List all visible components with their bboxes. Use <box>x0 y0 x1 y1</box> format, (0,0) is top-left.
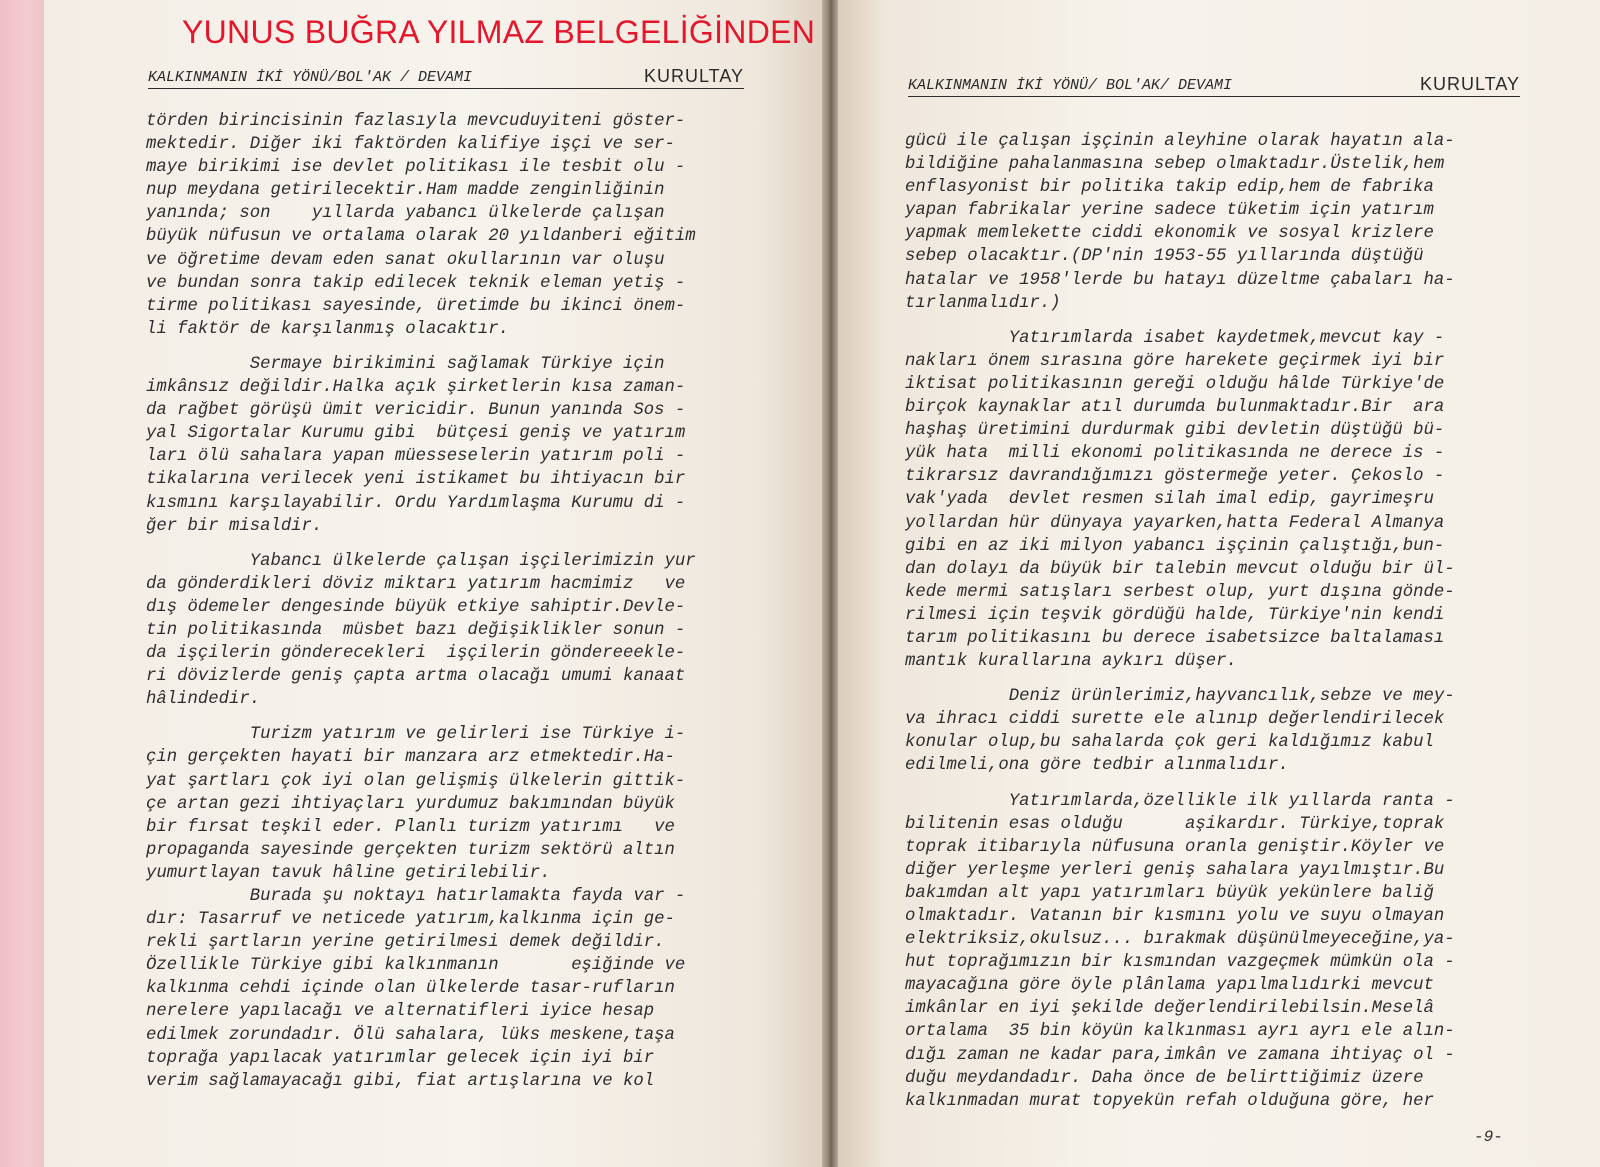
text-line: Deniz ürünlerimiz,hayvancılık,sebze ve mey- <box>905 687 1455 707</box>
left-page-text <box>146 110 761 1105</box>
text-line: nup meydana getirilecektir.Ham madde zenginliğinin <box>146 181 665 201</box>
right-page-header <box>908 72 1520 97</box>
text-line: yük hata milli ekonomi politikasında ne derece is - <box>905 444 1445 464</box>
text-line: da gönderdikleri döviz miktarı yatırım hacmimiz ve <box>146 574 686 594</box>
left-header-publication: KURULTAY <box>643 66 744 86</box>
right-header-title: KALKINMANIN İKİ YÖNÜ/ BOL'AK/ DEVAMI <box>908 77 1233 94</box>
book-spine <box>822 0 838 1167</box>
text-line: gücü ile çalışan işçinin aleyhine olarak hayatın ala- <box>905 132 1455 151</box>
text-line: tarım politikasını bu derece isabetsizce baltalaması <box>905 628 1445 648</box>
text-line: kalkınmadan murat topyekün refah olduğuna göre, her <box>905 1091 1434 1111</box>
paragraph <box>146 110 761 341</box>
text-line: verim sağlamayacağı gibi, fiat artışlarına ve kol <box>146 1071 655 1091</box>
text-line: hatalar ve 1958'lerde bu hatayı düzeltme çabaları ha- <box>905 270 1455 290</box>
text-line: törden birincisinin fazlasıyla mevcuduyiteni göster- <box>146 112 686 131</box>
text-line: mayacağına göre öyle plânlama yapılmalıdırki mevcut <box>905 976 1434 996</box>
text-line: dığı zaman ne kadar para,imkân ve zamana ihtiyaç ol - <box>905 1045 1455 1065</box>
text-line: yat şartları çok iyi olan gelişmiş ülkelerin gittik- <box>146 771 686 791</box>
left-header-title: KALKINMANIN İKİ YÖNÜ/BOL'AK / DEVAMI <box>148 69 473 86</box>
text-line: bilitenin esas olduğu aşikardır. Türkiye,toprak <box>905 814 1445 834</box>
paragraph <box>905 327 1535 673</box>
text-line: li faktör de karşılanmış olacaktır. <box>146 319 509 339</box>
text-line: konular olup,bu sahalarda çok geri kaldığımız kabul <box>905 733 1434 753</box>
text-line: ortalama 35 bin köyün kalkınması ayrı ayrı ele alın- <box>905 1022 1455 1042</box>
text-line: da işçilerin gönderecekleri işçilerin göndereeekle- <box>146 644 686 664</box>
text-line: propaganda sayesinde gerçekten turizm sektörü altın <box>146 840 675 860</box>
text-line: Turizm yatırım ve gelirleri ise Türkiye i- <box>146 725 686 745</box>
text-line: da rağbet görüşü ümit vericidir. Bunun yanında Sos - <box>146 401 686 421</box>
text-line: bildiğine pahalanmasına sebep olmaktadır.Üstelik,hem <box>905 155 1445 175</box>
paragraph <box>905 130 1535 315</box>
text-line: ri dövizlerde geniş çapta artma olacağı umumi kanaat <box>146 667 686 687</box>
text-line: dan dolayı da büyük bir talebin mevcut olduğu bir ül- <box>905 559 1455 579</box>
text-line: Yabancı ülkelerde çalışan işçilerimizin yur <box>146 551 696 571</box>
text-line: enflasyonist bir politika takip edip,hem de fabrika <box>905 178 1434 198</box>
text-line: büyük nüfusun ve ortalama olarak 20 yıldanberi eğitim <box>146 227 696 247</box>
text-line: kalkınma cehdi içinde olan ülkelerde tasar-rufların <box>146 979 675 999</box>
text-line: toprak itibarıyla nüfusuna oranla geniştir.Köyler ve <box>905 837 1445 857</box>
text-line: bir fırsat teşkil eder. Planlı turizm yatırımı ve <box>146 817 675 837</box>
text-line: Sermaye birikimini sağlamak Türkiye için <box>146 354 665 374</box>
page-number: -9- <box>1474 1128 1503 1146</box>
text-line: toprağa yapılacak yatırımlar gelecek için iyi bir <box>146 1048 655 1068</box>
text-line: iktisat politikasının gereği olduğu hâlde Türkiye'de <box>905 374 1445 394</box>
text-line: mantık kurallarına aykırı düşer. <box>905 652 1237 672</box>
text-line: maye birikimi ise devlet politikası ile tesbit olu - <box>146 158 686 178</box>
text-line: tikrarsız davrandığımızı göstermeğe yeter. Çekoslo - <box>905 467 1445 487</box>
text-line: rekli şartların yerine getirilmesi demek değildir. <box>146 933 665 953</box>
paragraph <box>146 353 761 538</box>
text-line: gibi en az iki milyon yabancı işçinin çalıştığı,bun- <box>905 536 1445 556</box>
paragraph <box>905 790 1535 1113</box>
text-line: hut toprağımızın bir kısmından vazgeçmek mümkün ola - <box>905 953 1455 973</box>
text-line: va ihracı ciddi surette ele alınıp değerlendirilecek <box>905 710 1445 730</box>
text-line: tin politikasında müsbet bazı değişiklikler sonun - <box>146 620 686 640</box>
text-line: rilmesi için teşvik gördüğü halde, Türkiye'nin kendi <box>905 605 1445 625</box>
pink-divider-strip <box>0 0 44 1167</box>
text-line: çe artan gezi ihtiyaçları yurdumuz bakımından büyük <box>146 794 675 814</box>
text-line: tirme politikası sayesinde, üretimde bu ikinci önem- <box>146 296 686 316</box>
right-page-text <box>905 130 1535 1125</box>
text-line: olmaktadır. Vatanın bir kısmını yolu ve suyu olmayan <box>905 907 1445 926</box>
text-line: ve bundan sonra takip edilecek teknik eleman yetiş - <box>146 273 686 293</box>
text-line: Yatırımlarda,özellikle ilk yıllarda ranta - <box>905 791 1455 811</box>
text-line: nerelere yapılacağı ve alternatifleri iyice hesap <box>146 1002 655 1022</box>
text-line: çin gerçekten hayati bir manzara arz etmektedir.Ha- <box>146 748 675 768</box>
text-line: haşhaş üretimini durdurmak gibi devletin düştüğü bü- <box>905 421 1445 441</box>
text-line: mektedir. Diğer iki faktörden kalifiye işçi ve ser- <box>146 135 675 155</box>
text-line: edilmek zorundadır. Ölü sahalara, lüks meskene,taşa <box>146 1025 675 1045</box>
text-line: yollardan hür dünyaya yayarken,hatta Federal Almanya <box>905 513 1445 533</box>
paragraph <box>905 685 1535 777</box>
text-line: Burada şu noktayı hatırlamakta fayda var - <box>146 887 686 906</box>
text-line: yal Sigortalar Kurumu gibi bütçesi geniş ve yatırım <box>146 424 686 444</box>
text-line: birçok kaynaklar atıl durumda bulunmaktadır.Bir ara <box>905 398 1445 418</box>
text-line: bakımdan alt yapı yatırımları büyük yekünlere baliğ <box>905 883 1434 903</box>
text-line: nakları önem sırasına göre harekete geçirmek iyi bir <box>905 351 1445 371</box>
text-line: edilmeli,ona göre tedbir alınmalıdır. <box>905 756 1289 776</box>
text-line: Yatırımlarda isabet kaydetmek,mevcut kay - <box>905 328 1445 348</box>
paragraph <box>146 723 761 1093</box>
watermark-title: YUNUS BUĞRA YILMAZ BELGELİĞİNDEN <box>182 14 816 50</box>
text-line: elektriksiz,okulsuz... bırakmak düşünülmeyeceğine,ya- <box>905 930 1455 950</box>
text-line: dır: Tasarruf ve neticede yatırım,kalkınma için ge- <box>146 910 675 930</box>
text-line: hâlindedir. <box>146 690 261 710</box>
text-line: yanında; son yıllarda yabancı ülkelerde çalışan <box>146 204 665 224</box>
text-line: diğer yerleşme yerleri geniş sahalara yayılmıştır.Bu <box>905 860 1445 880</box>
text-line: yapmak memlekette ciddi ekonomik ve sosyal krizlere <box>905 224 1434 244</box>
text-line: imkânlar en iyi şekilde değerlendirilebilsin.Meselâ <box>905 999 1434 1019</box>
text-line: duğu meydandadır. Daha önce de belirttiğimiz üzere <box>905 1068 1424 1088</box>
text-line: tikalarına verilecek yeni istikamet bu ihtiyacın bir <box>146 470 686 490</box>
right-header-publication: KURULTAY <box>1419 74 1520 94</box>
text-line: vak'yada devlet resmen silah imal edip, gayrimeşru <box>905 490 1434 510</box>
text-line: yumurtlayan tavuk hâline getirilebilir. <box>146 863 551 883</box>
text-line: sebep olacaktır.(DP'nin 1953-55 yıllarında düştüğü <box>905 247 1424 267</box>
text-line: kede mermi satışları serbest olup, yurt dışına gönde- <box>905 582 1455 602</box>
paragraph <box>146 550 761 712</box>
text-line: dış ödemeler dengesinde büyük etkiye sahiptir.Devle- <box>146 597 686 617</box>
text-line: ğer bir misaldir. <box>146 516 323 536</box>
text-line: ları ölü sahalara yapan müesseselerin yatırım poli - <box>146 447 686 467</box>
text-line: yapan fabrikalar yerine sadece tüketim için yatırım <box>905 201 1434 221</box>
left-page-header <box>148 64 744 89</box>
text-line: tırlanmalıdır.) <box>905 293 1061 313</box>
text-line: ve öğretime devam eden sanat okullarının var oluşu <box>146 250 665 270</box>
text-line: kısmını karşılayabilir. Ordu Yardımlaşma Kurumu di - <box>146 493 686 513</box>
text-line: imkânsız değildir.Halka açık şirketlerin kısa zaman- <box>146 378 686 398</box>
text-line: Özellikle Türkiye gibi kalkınmanın eşiğinde ve <box>146 956 686 976</box>
